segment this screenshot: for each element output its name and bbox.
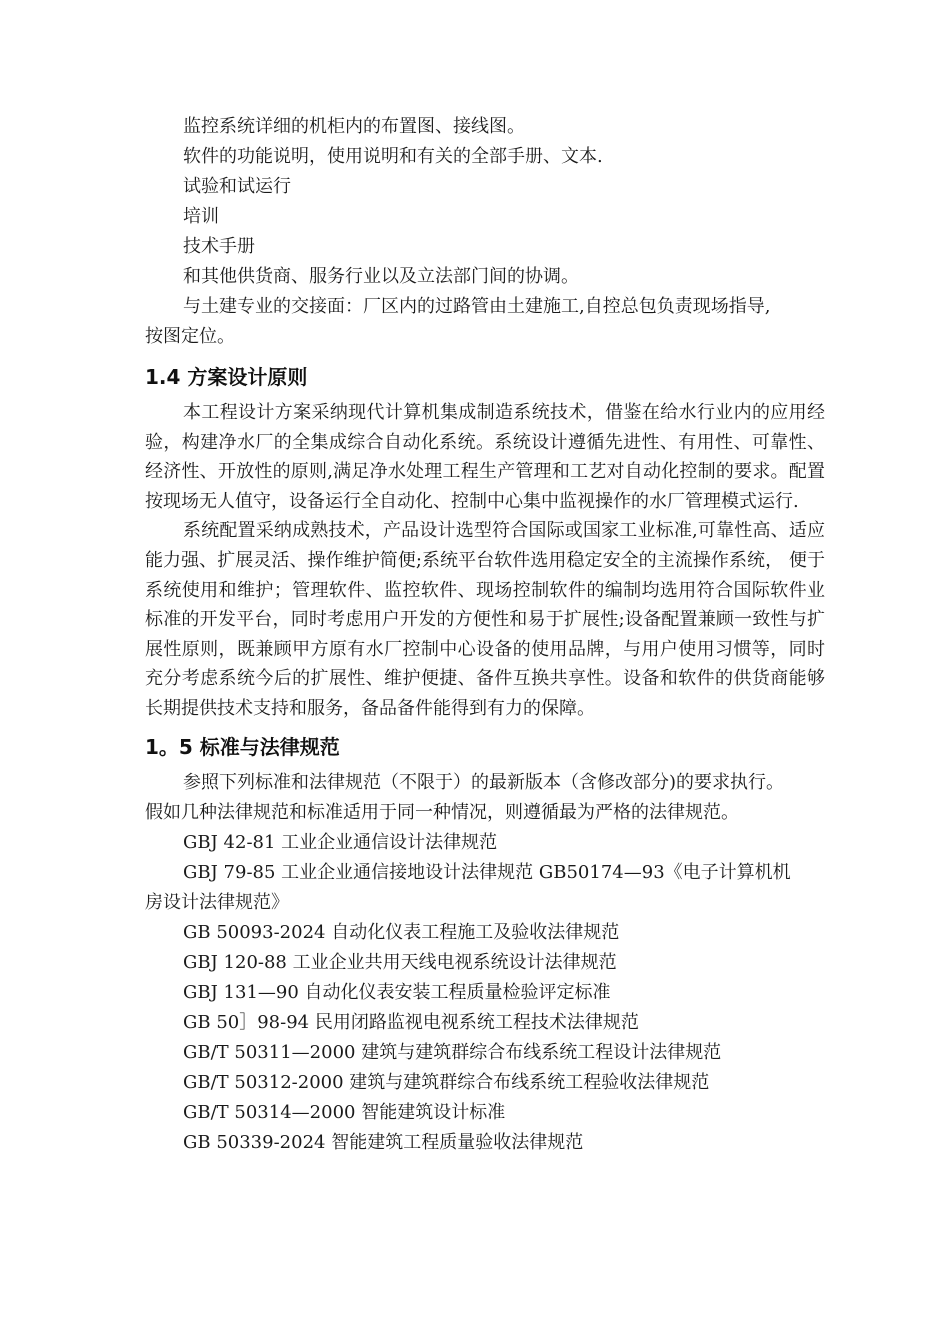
intro-line: 试验和试运行 xyxy=(183,176,291,197)
standard-item: GBJ 79-85 工业企业通信接地设计法律规范 GB50174—93《电子计算机机 xyxy=(183,861,791,883)
intro-line: 软件的功能说明，使用说明和有关的全部手册、文本. xyxy=(183,146,603,167)
standard-item: GBJ 131—90 自动化仪表安装工程质量检验评定标准 xyxy=(183,981,611,1003)
intro-line: 和其他供货商、服务行业以及立法部门间的协调。 xyxy=(183,266,579,287)
standard-item: GBJ 42-81 工业企业通信设计法律规范 xyxy=(183,831,498,853)
section-heading-1-5: 1。5 标准与法律规范 xyxy=(145,734,340,759)
standard-item: GBJ 120-88 工业企业共用天线电视系统设计法律规范 xyxy=(183,951,617,973)
standards-intro-line: 参照下列标准和法律规范（不限于）的最新版本（含修改部分)的要求执行。 xyxy=(183,771,785,793)
paragraph: 本工程设计方案采纳现代计算机集成制造系统技术，借鉴在给水行业内的应用经验，构建净水厂的全集成综合自动化系统。系统设计遵循先进性、有用性、可靠性、 经济性、开放性的原则,满足净水处理工程生产管理和工艺对自动化控制的要求。配置按现场无人值守，设备运行全自动化、控制中心集中监视操作的水厂管理模式运行. xyxy=(145,402,825,512)
standard-item: GB/T 50312-2000 建筑与建筑群综合布线系统工程验收法律规范 xyxy=(183,1071,710,1093)
standard-item: GB 50093-2024 自动化仪表工程施工及验收法律规范 xyxy=(183,921,620,943)
standard-item-continuation: 房设计法律规范》 xyxy=(145,891,289,913)
standard-item: GB 50］98-94 民用闭路监视电视系统工程技术法律规范 xyxy=(183,1011,639,1033)
page-content xyxy=(145,112,825,1158)
paragraph: 系统配置采纳成熟技术，产品设计选型符合国际或国家工业标准,可靠性高、适应能力强、扩展灵活、操作维护简便;系统平台软件选用稳定安全的主流操作系统， 便于系统使用和维护；管理软件、监控软件、现场控制软件的编制均选用符合国际软件业标准的开发平台，同时考虑用户开发的方便性和易于扩展性;设备配置兼顾一致性与扩展性原则，既兼顾甲方原有水厂控制中心设备的使用品牌，与用户使用习惯等，同时充分考虑系统今后的扩展性、维护便捷、备件互换共享性。设备和软件的供货商能够长期提供技术支持和服务，备品备件能得到有力的保障。 xyxy=(145,520,825,719)
intro-line: 技术手册 xyxy=(183,236,255,257)
intro-line: 监控系统详细的机柜内的布置图、接线图。 xyxy=(183,116,525,137)
interface-line: 与土建专业的交接面：厂区内的过路管由土建施工,自控总包负责现场指导, xyxy=(183,296,771,317)
section-heading-1-4: 1.4 方案设计原则 xyxy=(145,365,308,389)
standard-item: GB/T 50314—2000 智能建筑设计标准 xyxy=(183,1101,506,1123)
interface-line: 按图定位。 xyxy=(145,326,235,347)
standards-intro-line: 假如几种法律规范和标准适用于同一种情况，则遵循最为严格的法律规范。 xyxy=(145,801,739,823)
intro-line: 培训 xyxy=(183,206,219,227)
standard-item: GB 50339-2024 智能建筑工程质量验收法律规范 xyxy=(183,1131,584,1153)
standard-item: GB/T 50311—2000 建筑与建筑群综合布线系统工程设计法律规范 xyxy=(183,1041,722,1063)
